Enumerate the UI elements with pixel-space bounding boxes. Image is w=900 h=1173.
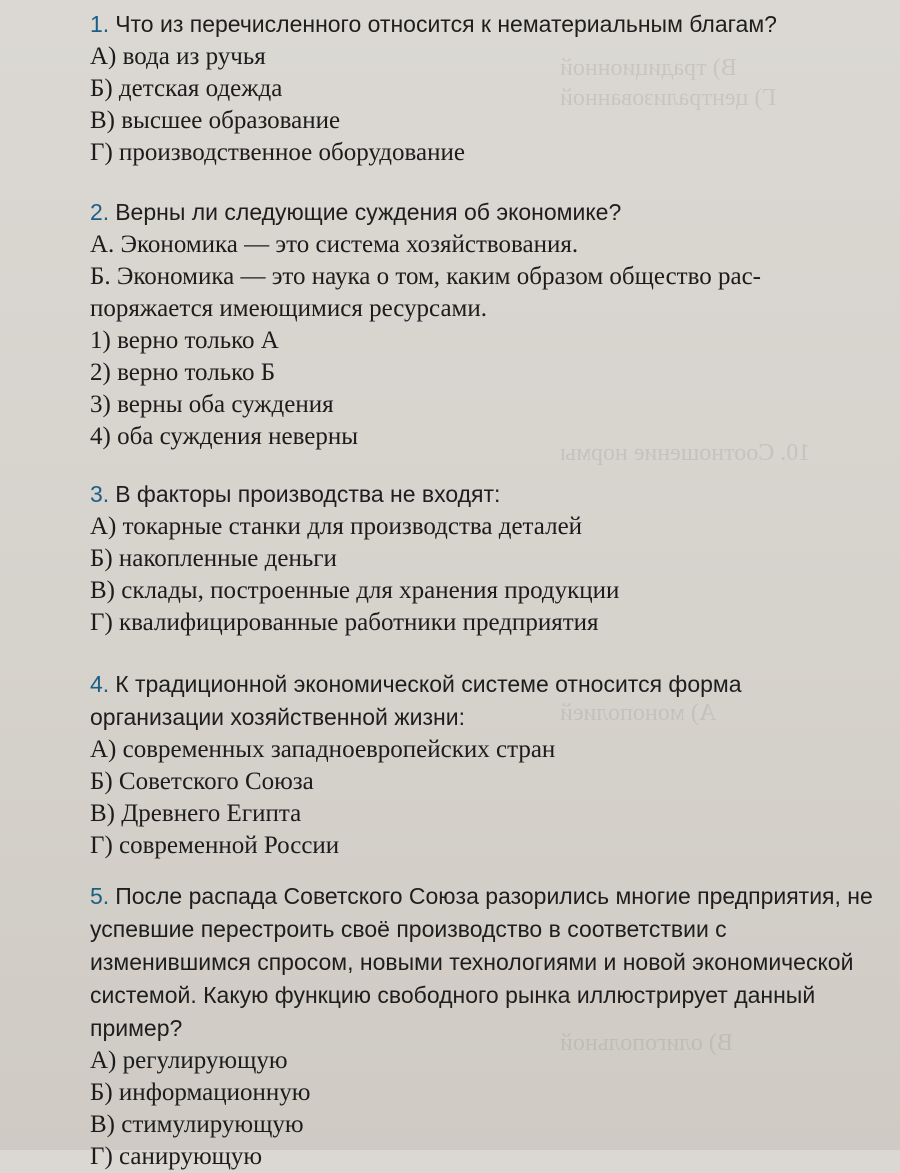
answer-option: 2) верно только Б — [90, 359, 276, 386]
question-text: В факторы производства не входят: — [115, 481, 501, 507]
answer-option: 1) верно только А — [90, 327, 279, 354]
question-number: 5. — [90, 883, 110, 909]
answer-option: Г) квалифицированные работники предприятия — [90, 609, 599, 636]
question-title — [90, 668, 880, 734]
statement-a: А. Экономика — это система хозяйствования. — [90, 231, 579, 258]
answer-option: В) Древнего Египта — [90, 800, 302, 827]
answer-option: Г) производственное оборудование — [90, 139, 465, 166]
answer-option: 3) верны оба суждения — [90, 391, 334, 418]
question-title — [90, 880, 890, 1045]
answer-option: Б) Советского Союза — [90, 768, 314, 795]
question-5 — [90, 880, 890, 1173]
question-2 — [90, 196, 890, 453]
answer-option: Г) санирующую — [90, 1143, 263, 1170]
question-3 — [90, 478, 890, 639]
answer-option: Г) современной России — [90, 832, 340, 859]
question-text: Что из перечисленного относится к нематериальным благам? — [115, 11, 777, 37]
question-1 — [90, 8, 890, 169]
question-number: 2. — [90, 199, 110, 225]
answer-option: В) стимулирующую — [90, 1111, 304, 1138]
show-through-text: Г) централизованной — [560, 85, 777, 111]
question-title — [90, 478, 890, 511]
answer-option: А) регулирующую — [90, 1047, 288, 1074]
answer-option: А) вода из ручья — [90, 43, 266, 70]
answer-option: В) склады, построенные для хранения продукции — [90, 577, 620, 604]
show-through-text: В) традиционной — [560, 55, 737, 81]
answer-option: А) токарные станки для производства деталей — [90, 513, 583, 540]
answer-option: А) современных западноевропейских стран — [90, 736, 556, 763]
show-through-text: А) монополией — [560, 700, 717, 726]
question-text: После распада Советского Союза разорились многие предприятия, не успевшие перестроить своё производство в соответствии с изменившимся спросом, новыми технологиями и новой экономической системой. Какую функцию свободного рынка иллюстрирует данный пример? — [90, 883, 873, 1041]
answer-option: Б) накопленные деньги — [90, 545, 337, 572]
question-number: 3. — [90, 481, 110, 507]
question-number: 4. — [90, 671, 110, 697]
question-title — [90, 196, 890, 229]
answer-option: Б) информационную — [90, 1079, 311, 1106]
show-through-text: 10. Соотношение нормы — [560, 440, 811, 466]
answer-option: 4) оба суждения неверны — [90, 423, 359, 450]
question-text: К традиционной экономической системе относится форма организации хозяйственной жизни: — [90, 671, 742, 730]
show-through-text: В) олигопольной — [560, 1030, 733, 1056]
question-4 — [90, 668, 890, 862]
question-number: 1. — [90, 11, 110, 37]
answer-option: Б) детская одежда — [90, 75, 283, 102]
statement-b: Б. Экономика — это наука о том, каким образом общество рас-поряжается имеющимися ресурсами. — [90, 263, 761, 322]
answer-option: В) высшее образование — [90, 107, 341, 134]
question-text: Верны ли следующие суждения об экономике? — [115, 199, 622, 225]
question-title — [90, 8, 890, 41]
